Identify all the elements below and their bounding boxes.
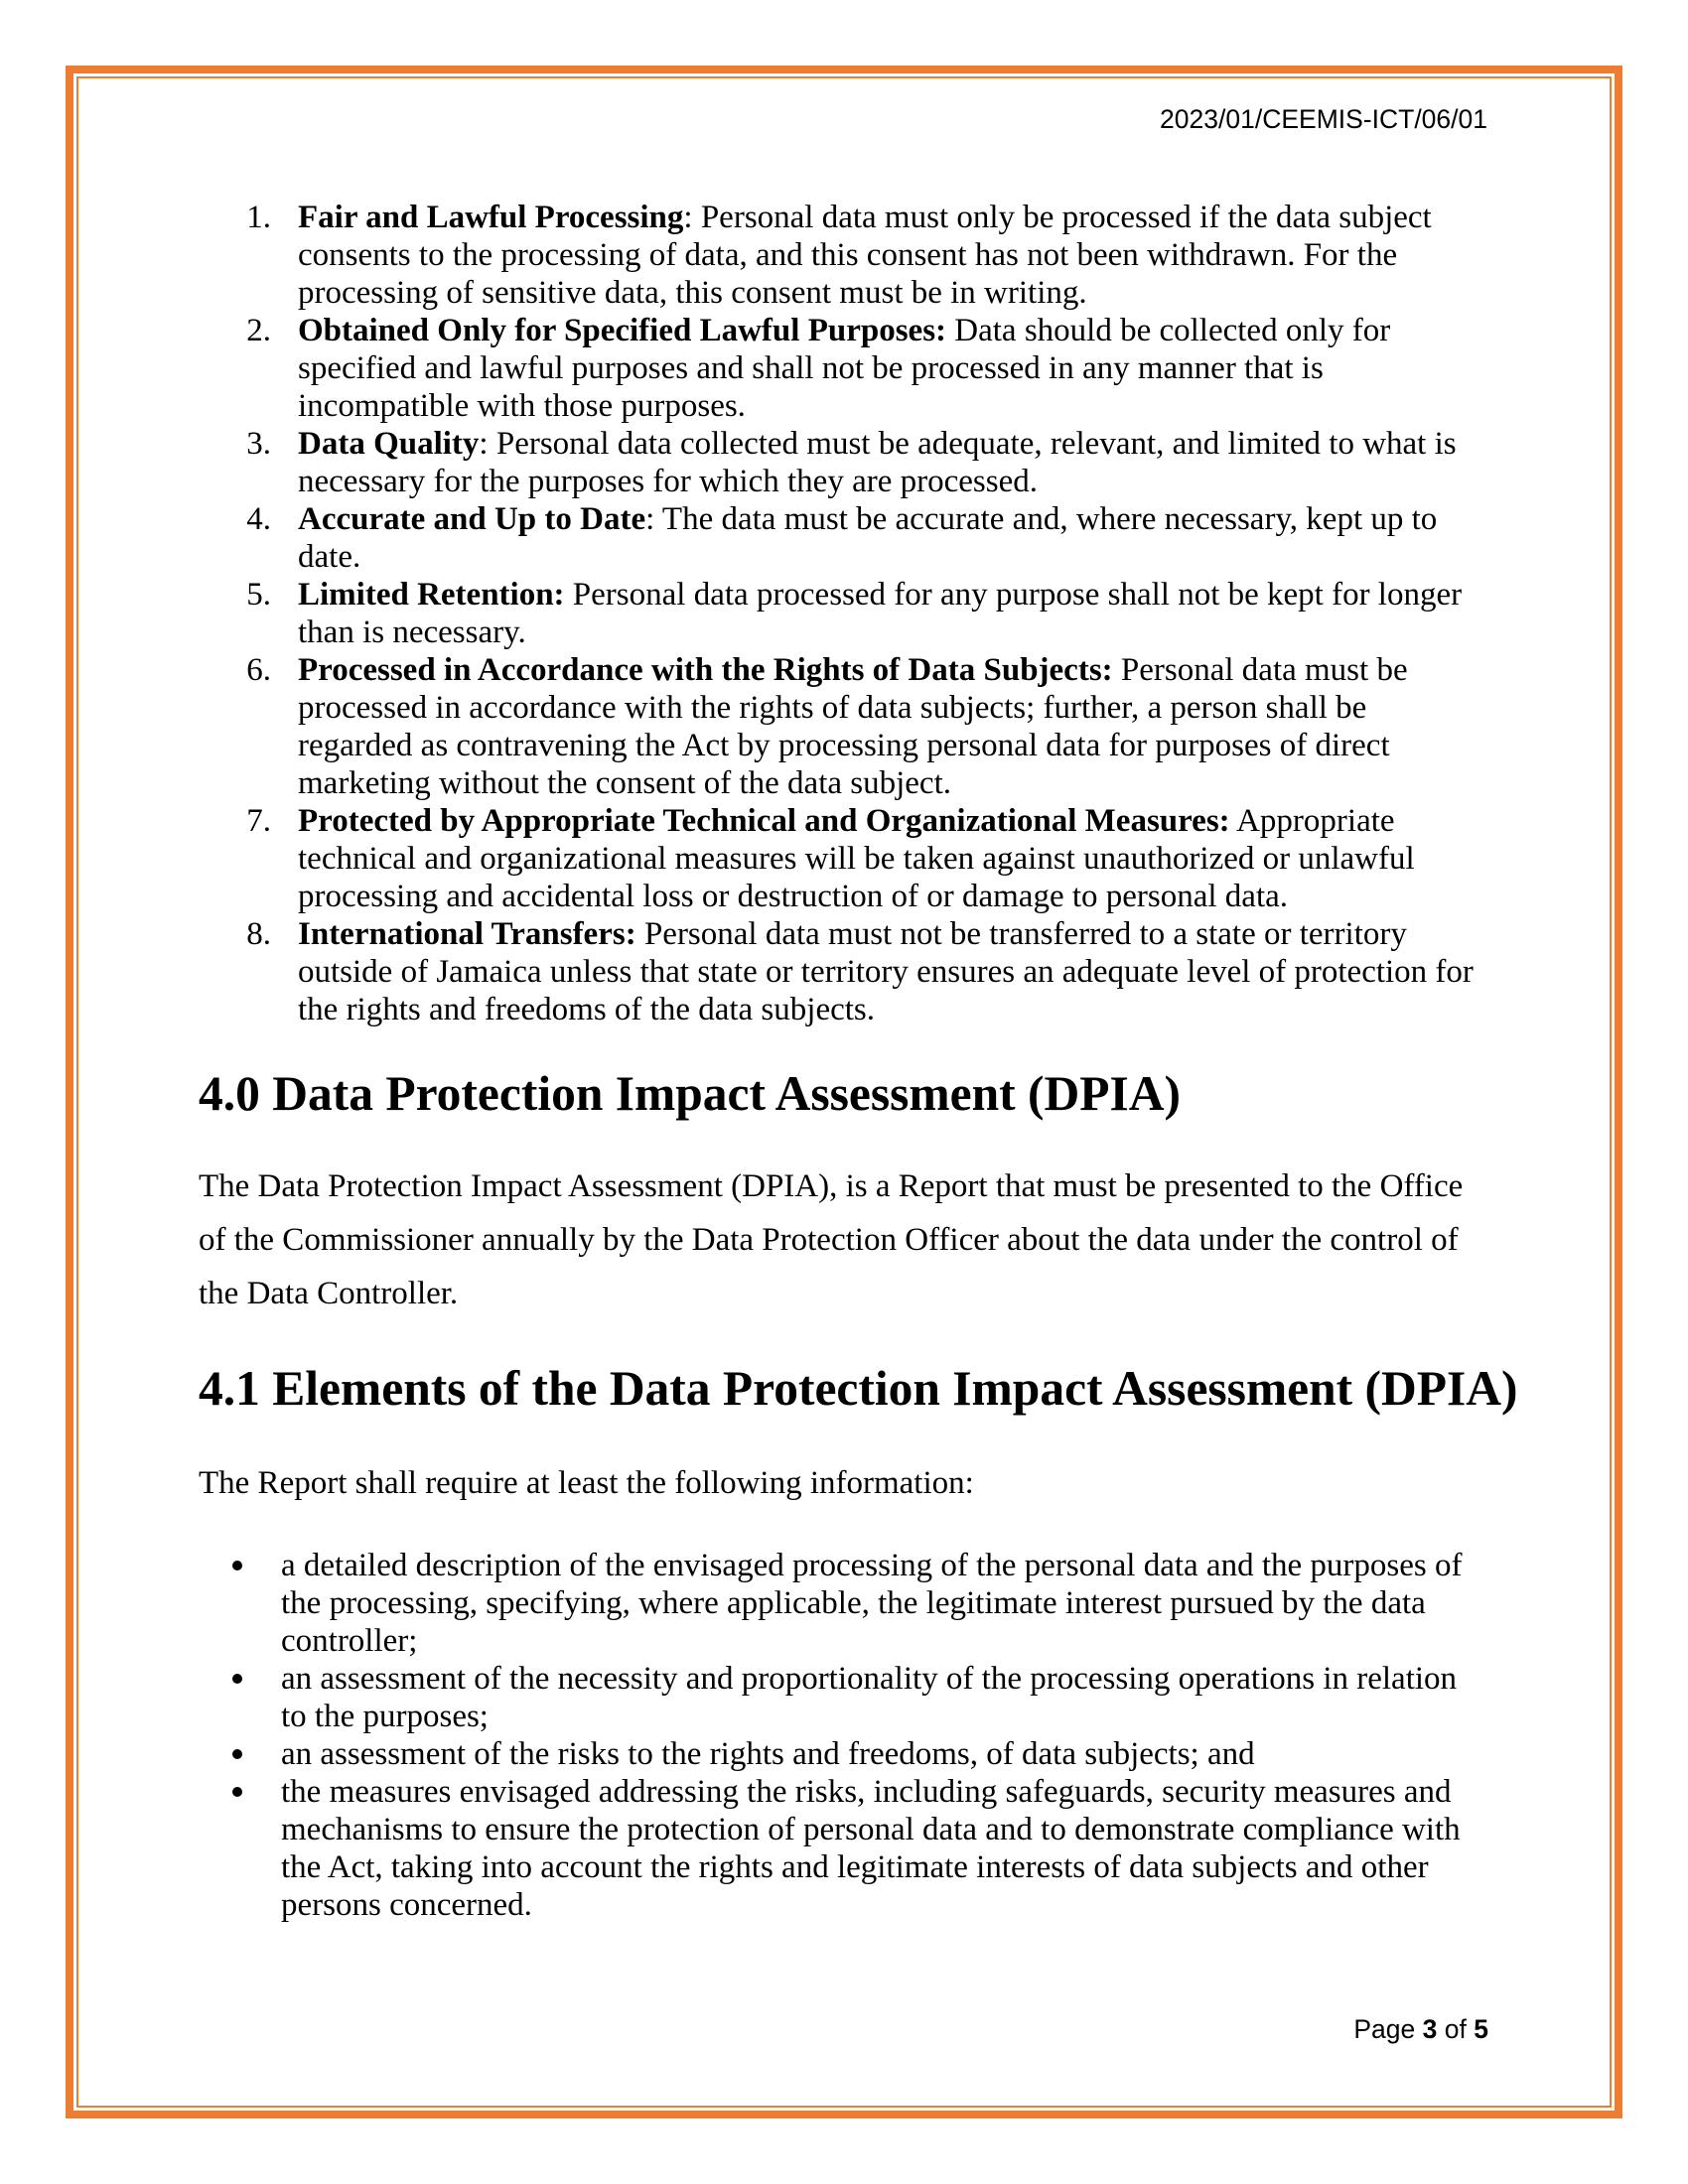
principle-line: regarded as contravening the Act by processing personal data for purposes of direct [298, 728, 1390, 763]
principle-line: specified and lawful purposes and shall not be processed in any manner that is [298, 350, 1324, 386]
section-heading-dpia: 4.0 Data Protection Impact Assessment (DPIA) [199, 1066, 1181, 1121]
principle-first-line [298, 312, 1499, 349]
principle-text: Data should be collected only for [946, 313, 1391, 348]
list-number: 4. [246, 501, 271, 537]
principle-line: date. [298, 539, 361, 575]
principle-text: Personal data processed for any purpose shall not be kept for longer [564, 577, 1463, 613]
paragraph-line: of the Commissioner annually by the Data Protection Officer about the data under the control of [199, 1222, 1459, 1258]
bullet-line: the measures envisaged addressing the risks, including safeguards, security measures and [281, 1774, 1452, 1810]
page-content [199, 199, 1518, 1924]
bullet-line: an assessment of the risks to the rights and freedoms, of data subjects; and [281, 1736, 1255, 1772]
principle-text: : Personal data must only be processed if the data subject [683, 200, 1432, 235]
bullet-line: persons concerned. [281, 1887, 532, 1923]
list-number: 8. [246, 916, 271, 952]
principle-line: than is necessary. [298, 614, 526, 650]
of-label: of [1444, 2014, 1467, 2044]
list-number: 1. [246, 200, 271, 235]
principle-line: processing of sensitive data, this consent must be in writing. [298, 275, 1087, 311]
principle-label: Data Quality [298, 426, 480, 462]
bullet-icon [232, 1787, 242, 1797]
principle-label: Limited Retention: [298, 577, 565, 613]
principle-line: the rights and freedoms of the data subjects. [298, 992, 875, 1027]
principle-label: International Transfers: [298, 916, 636, 952]
total-pages-number: 5 [1474, 2014, 1488, 2044]
section-heading-dpia-elements: 4.1 Elements of the Data Protection Impact Assessment (DPIA) [199, 1361, 1518, 1416]
principle-item [199, 312, 1499, 425]
principle-line: marketing without the consent of the data subject. [298, 765, 951, 801]
principle-item [199, 199, 1499, 312]
principle-label: Processed in Accordance with the Rights of Data Subjects: [298, 652, 1113, 688]
principle-label: Protected by Appropriate Technical and Organizational Measures: [298, 803, 1230, 839]
principle-first-line [298, 500, 1499, 538]
data-protection-principles-list [199, 199, 1499, 1028]
principle-first-line [298, 915, 1499, 953]
principle-item [199, 425, 1499, 500]
principle-item [199, 651, 1499, 802]
bullet-line: mechanisms to ensure the protection of personal data and to demonstrate compliance with [281, 1812, 1461, 1847]
bullet-icon [232, 1561, 242, 1570]
principle-text: Personal data must be [1112, 652, 1408, 688]
principle-line: necessary for the purposes for which they are processed. [298, 464, 1038, 499]
bullet-line: the processing, specifying, where applicable, the legitimate interest pursued by the data [281, 1585, 1426, 1621]
bullet-icon [232, 1674, 242, 1684]
bullet-line: a detailed description of the envisaged processing of the personal data and the purposes of [281, 1548, 1463, 1583]
dpia-elements-list [199, 1547, 1499, 1924]
current-page-number: 3 [1422, 2014, 1438, 2044]
principle-text: Personal data must not be transferred to a state or territory [635, 916, 1407, 952]
bullet-line: the Act, taking into account the rights and legitimate interests of data subjects and other [281, 1849, 1429, 1885]
principle-label: Obtained Only for Specified Lawful Purposes: [298, 313, 947, 348]
list-number: 5. [246, 577, 271, 613]
principle-line: consents to the processing of data, and this consent has not been withdrawn. For the [298, 237, 1398, 273]
principle-first-line [298, 802, 1499, 840]
bullet-item [199, 1547, 1499, 1660]
principle-text: : The data must be accurate and, where necessary, kept up to [645, 501, 1438, 537]
bullet-line: an assessment of the necessity and proportionality of the processing operations in relation [281, 1661, 1458, 1697]
principle-item [199, 500, 1499, 576]
bullet-line: controller; [281, 1623, 418, 1659]
principle-first-line [298, 425, 1499, 463]
page-number-footer [1353, 2013, 1488, 2045]
paragraph-line: The Data Protection Impact Assessment (DPIA), is a Report that must be presented to the Office [199, 1168, 1464, 1204]
bullet-line: to the purposes; [281, 1699, 489, 1734]
list-number: 7. [246, 803, 271, 839]
principle-line: technical and organizational measures will be taken against unauthorized or unlawful [298, 841, 1415, 877]
principle-label: Fair and Lawful Processing [298, 200, 684, 235]
dpia-description-paragraph [199, 1160, 1499, 1320]
bullet-item [199, 1735, 1499, 1773]
principle-text: : Personal data collected must be adequate, relevant, and limited to what is [479, 426, 1457, 462]
principle-line: processing and accidental loss or destruction of or damage to personal data. [298, 879, 1289, 914]
bullet-item [199, 1660, 1499, 1735]
bullet-item [199, 1773, 1499, 1924]
principle-item [199, 802, 1499, 915]
principle-item [199, 915, 1499, 1028]
principle-line: processed in accordance with the rights of data subjects; further, a person shall be [298, 690, 1367, 726]
list-number: 6. [246, 652, 271, 688]
report-requirements-intro: The Report shall require at least the following information: [199, 1465, 974, 1501]
principle-first-line [298, 651, 1499, 689]
list-number: 3. [246, 426, 271, 462]
principle-first-line [298, 199, 1499, 236]
paragraph-line: the Data Controller. [199, 1276, 459, 1311]
principle-label: Accurate and Up to Date [298, 501, 646, 537]
principle-item [199, 576, 1499, 651]
principle-text: Appropriate [1229, 803, 1395, 839]
principle-line: outside of Jamaica unless that state or territory ensures an adequate level of protection for [298, 954, 1474, 990]
bullet-icon [232, 1749, 242, 1759]
document-reference-code: 2023/01/CEEMIS-ICT/06/01 [1160, 104, 1487, 134]
list-number: 2. [246, 313, 271, 348]
principle-line: incompatible with those purposes. [298, 388, 746, 424]
page-label: Page [1353, 2014, 1416, 2044]
principle-first-line [298, 576, 1499, 614]
